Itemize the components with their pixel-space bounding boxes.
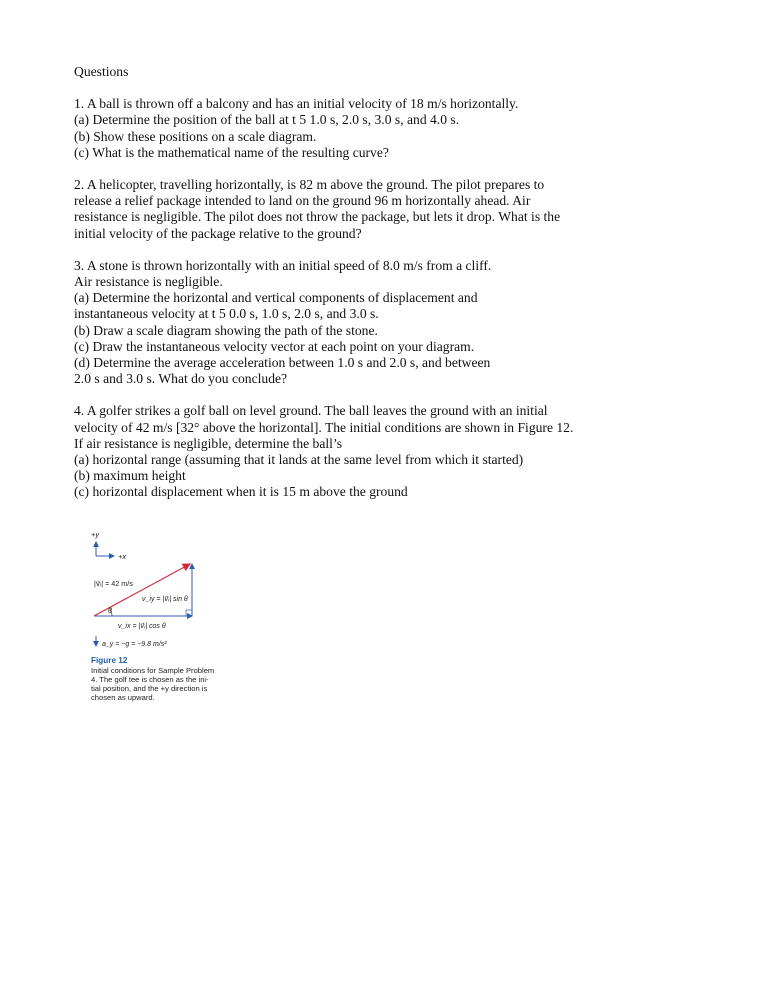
question-line: (c) horizontal displacement when it is 15 m above the ground: [74, 484, 408, 500]
question-line: (a) horizontal range (assuming that it lands at the same level from which it started): [74, 452, 524, 468]
question-line: (b) Show these positions on a scale diagram.: [74, 128, 317, 144]
y-axis-label: +y: [91, 530, 100, 539]
question-line: (c) What is the mathematical name of the resulting curve?: [74, 144, 389, 160]
question-line: 3. A stone is thrown horizontally with an initial speed of 8.0 m/s from a cliff.: [74, 257, 492, 273]
question-2: [74, 177, 674, 242]
vertical-component-label: v_iy = |v⃗ᵢ| sin θ: [142, 596, 188, 603]
question-line: 2. A helicopter, travelling horizontally, is 82 m above the ground. The pilot prepares to: [74, 177, 545, 193]
question-3: [74, 258, 674, 388]
figure-caption-line: Initial conditions for Sample Problem: [91, 666, 215, 675]
initial-conditions-diagram: [88, 528, 238, 656]
question-line: (a) Determine the horizontal and vertical components of displacement and: [74, 290, 478, 306]
question-line: If air resistance is negligible, determine the ball’s: [74, 435, 343, 451]
figure-12: [88, 528, 238, 708]
figure-caption-line: chosen as upward.: [91, 693, 155, 702]
acceleration-label: a_y = −g = −9.8 m/s²: [102, 641, 167, 648]
question-line: Air resistance is negligible.: [74, 274, 223, 290]
question-line: (d) Determine the average acceleration between 1.0 s and 2.0 s, and between: [74, 355, 491, 371]
figure-caption-line: tial position, and the +y direction is: [91, 684, 208, 693]
figure-caption-line: 4. The golf tee is chosen as the ini-: [91, 675, 209, 684]
figure-caption-title: Figure 12: [91, 656, 128, 665]
velocity-magnitude-label: |v⃗ᵢ| = 42 m/s: [94, 579, 133, 588]
question-line: initial velocity of the package relative to the ground?: [74, 225, 362, 241]
question-1: [74, 96, 674, 161]
theta-label: θ: [108, 608, 112, 615]
horizontal-component-label: v_ix = |v⃗ᵢ| cos θ: [118, 623, 166, 630]
question-line: resistance is negligible. The pilot does not throw the package, but lets it drop. What is the: [74, 209, 561, 225]
question-4: [74, 403, 674, 500]
x-axis-label: +x: [118, 552, 127, 561]
page-heading: Questions: [74, 64, 129, 79]
question-line: 2.0 s and 3.0 s. What do you conclude?: [74, 371, 288, 387]
question-line: (b) maximum height: [74, 468, 186, 484]
question-line: 1. A ball is thrown off a balcony and has an initial velocity of 18 m/s horizontally.: [74, 96, 519, 112]
question-line: instantaneous velocity at t 5 0.0 s, 1.0 s, 2.0 s, and 3.0 s.: [74, 306, 379, 322]
question-line: release a relief package intended to land on the ground 96 m horizontally ahead. Air: [74, 193, 531, 209]
question-line: velocity of 42 m/s [32° above the horizontal]. The initial conditions are shown in Figure 12.: [74, 419, 574, 435]
question-line: (c) Draw the instantaneous velocity vector at each point on your diagram.: [74, 338, 475, 354]
axes-icon: [96, 542, 114, 556]
question-line: (a) Determine the position of the ball at t 5 1.0 s, 2.0 s, 3.0 s, and 4.0 s.: [74, 112, 460, 128]
question-line: (b) Draw a scale diagram showing the path of the stone.: [74, 322, 378, 338]
question-line: 4. A golfer strikes a golf ball on level ground. The ball leaves the ground with an initial: [74, 403, 548, 419]
document-body: [74, 64, 674, 517]
right-angle-marker: [186, 610, 192, 616]
